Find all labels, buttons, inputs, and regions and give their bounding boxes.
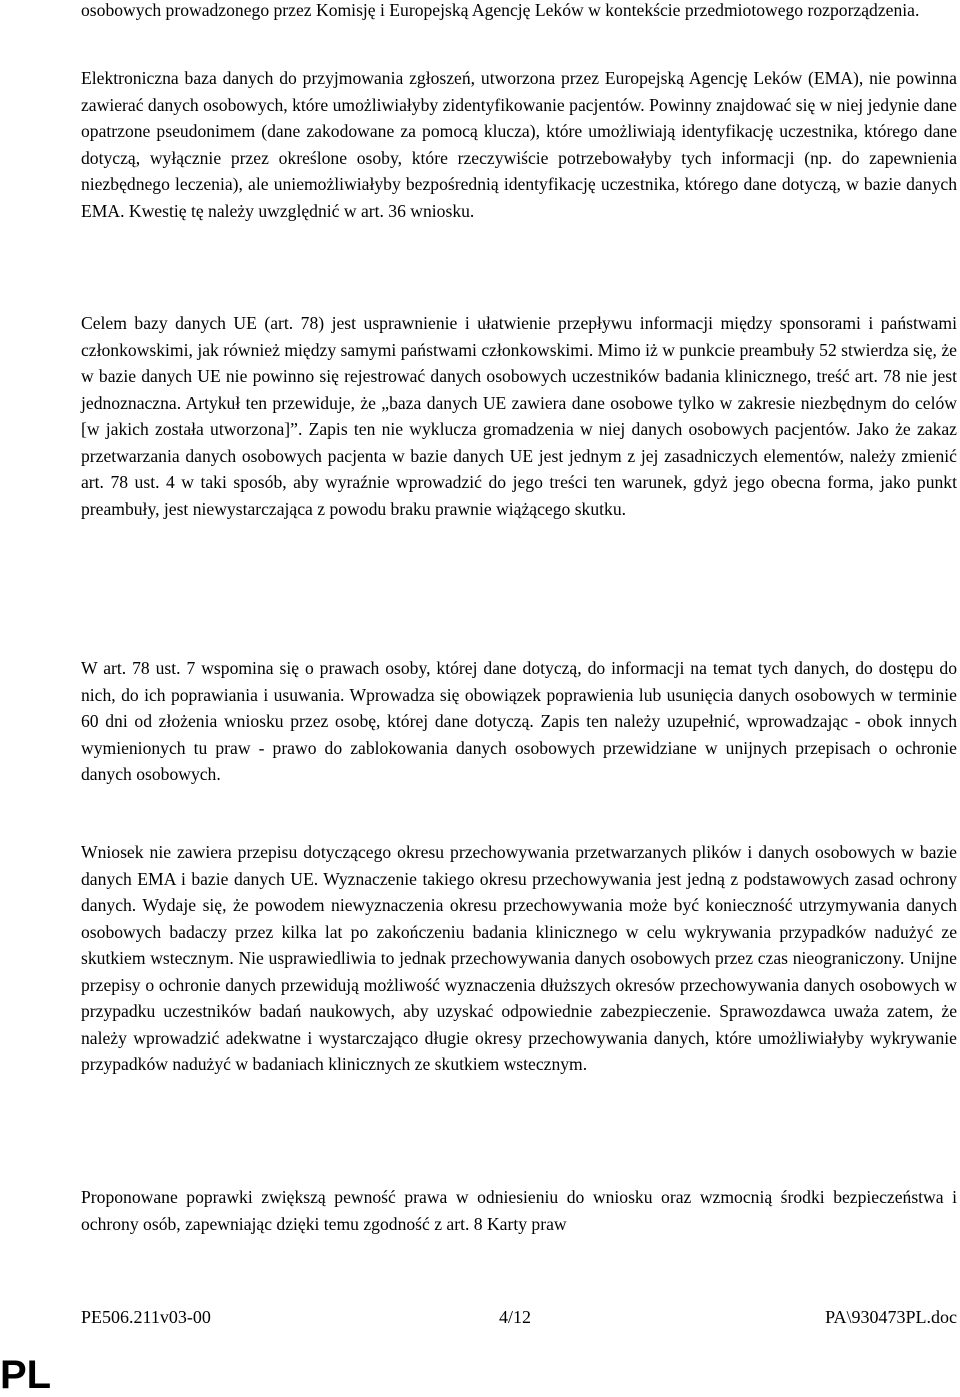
- paragraph-continuation: osobowych prowadzonego przez Komisję i Europejską Agencję Leków w kontekście przedmiotowego rozporządzenia.: [81, 0, 920, 20]
- paragraph-eu-database: Celem bazy danych UE (art. 78) jest usprawnienie i ułatwienie przepływu informacji między sponsorami i państwami członkowskimi, jak również między samymi państwami członkowskimi. Mimo iż w punkcie preambuły 52 stwierdza się, że w bazie danych UE nie powinno się rejestrować danych osobowych uczestników badania klinicznego, treść art. 78 nie jest jednoznaczna. Artykuł ten przewiduje, że „baza danych UE zawiera dane osobowe tylko w zakresie niezbędnym do celów [w jakich została utworzona]”. Zapis ten nie wyklucza gromadzenia w niej danych osobowych pacjentów. Jako że zakaz przetwarzania danych osobowych pacjenta w bazie danych UE jest jednym z jej zasadniczych elementów, należy zmienić art. 78 ust. 4 w taki sposób, aby wyraźnie wprowadzić do jego treści ten warunek, gdyż jego obecna forma, jako punkt preambuły, jest niewystarczająca z powodu braku prawnie wiążącego skutku.: [81, 313, 957, 519]
- page-number: 4/12: [499, 1307, 532, 1327]
- file-name: PA\930473PL.doc: [825, 1307, 957, 1327]
- document-code: PE506.211v03-00: [81, 1307, 211, 1327]
- paragraph-data-subject-rights: W art. 78 ust. 7 wspomina się o prawach osoby, której dane dotyczą, do informacji na temat tych danych, do dostępu do nich, do ich poprawiania i usuwania. Wprowadza się obowiązek poprawienia lub usunięcia danych osobowych w terminie 60 dni od złożenia wniosku przez osobę, której dane dotyczą. Zapis ten należy uzupełnić, wprowadzając - obok innych wymienionych tu praw - prawo do zablokowania danych osobowych przewidziane w unijnych przepisach o ochronie danych osobowych.: [81, 658, 957, 784]
- page-footer: [81, 1307, 957, 1331]
- paragraph-ema-database: Elektroniczna baza danych do przyjmowania zgłoszeń, utworzona przez Europejską Agencję Leków (EMA), nie powinna zawierać danych osobowych, które umożliwiałyby zidentyfikowanie pacjentów. Powinny znajdować się w niej jedynie dane opatrzone pseudonimem (dane zakodowane za pomocą klucza), które umożliwiają identyfikację uczestnika, którego dane dotyczą, wyłącznie przez określone osoby, które rzeczywiście potrzebowałyby tych informacji (np. do zapewnienia niezbędnego leczenia), ale uniemożliwiałyby bezpośrednią identyfikację uczestnika, którego dane dotyczą, w bazie danych EMA. Kwestię tę należy uwzględnić w art. 36 wniosku.: [81, 68, 957, 221]
- paragraph-retention-period: Wniosek nie zawiera przepisu dotyczącego okresu przechowywania przetwarzanych plików i danych osobowych w bazie danych EMA i bazie danych UE. Wyznaczenie takiego okresu przechowywania jest jedną z podstawowych zasad ochrony danych. Wydaje się, że powodem niewyznaczenia okresu przechowywania może być konieczność utrzymywania danych osobowych badaczy przez kilka lat po zakończeniu badania klinicznego w celu wykrywania przypadków nadużyć ze skutkiem wstecznym. Nie usprawiedliwia to jednak przechowywania danych osobowych przez czas nieograniczony. Unijne przepisy o ochronie danych przewidują możliwość wyznaczenia dłuższych okresów przechowywania danych osobowych w przypadku uczestników badań naukowych, aby uzyskać odpowiednie zabezpieczenie. Sprawozdawca uważa zatem, że należy wprowadzić adekwatne i wystarczająco długie okresy przechowywania danych, które umożliwiałyby wykrywanie przypadków nadużyć w badaniach klinicznych ze skutkiem wstecznym.: [81, 842, 957, 1074]
- paragraph-proposed-amendments: Proponowane poprawki zwiększą pewność prawa w odniesieniu do wniosku oraz wzmocnią środki bezpieczeństwa i ochrony osób, zapewniając dzięki temu zgodność z art. 8 Karty praw: [81, 1187, 957, 1234]
- language-tag: PL: [0, 1353, 52, 1397]
